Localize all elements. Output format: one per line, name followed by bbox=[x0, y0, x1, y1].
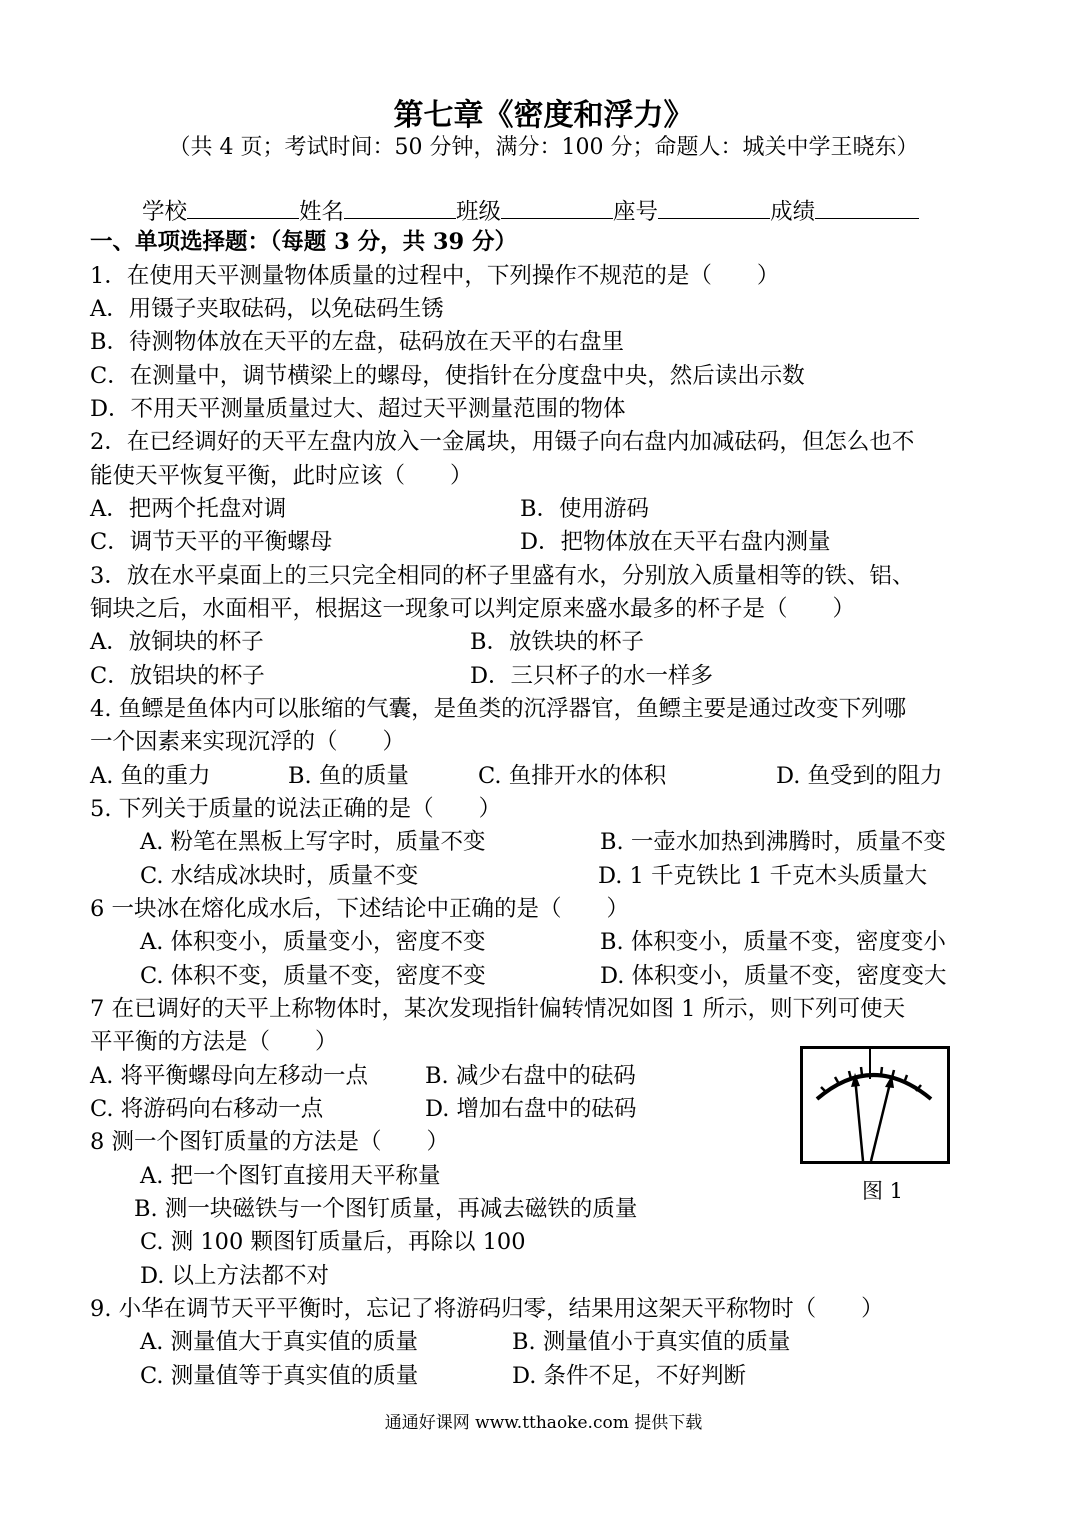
question-6-option-b: B. 体积变小，质量不变，密度变小 bbox=[600, 929, 946, 955]
question-7-option-a: A. 将平衡螺母向左移动一点 bbox=[90, 1063, 369, 1089]
scale-arc bbox=[817, 1075, 931, 1099]
question-5-option-c: C. 水结成冰块时，质量不变 bbox=[140, 863, 419, 889]
question-3-option-d: D．三只杯子的水一样多 bbox=[470, 663, 714, 689]
question-1-option-a: A．用镊子夹取砝码，以免砝码生锈 bbox=[90, 296, 444, 322]
question-7-option-d: D. 增加右盘中的砝码 bbox=[425, 1096, 637, 1122]
question-5-option-b: B. 一壶水加热到沸腾时，质量不变 bbox=[600, 829, 946, 855]
score-blank[interactable] bbox=[815, 196, 919, 219]
question-8-stem: 8 测一个图钉质量的方法是（ ） bbox=[90, 1129, 449, 1155]
student-info-row bbox=[142, 194, 919, 226]
question-6-option-d: D. 体积变小，质量不变，密度变大 bbox=[600, 963, 947, 989]
question-9-option-d: D. 条件不足，不好判断 bbox=[512, 1363, 747, 1389]
question-3-option-b: B．放铁块的杯子 bbox=[470, 629, 645, 655]
question-8-option-d: D. 以上方法都不对 bbox=[140, 1263, 330, 1289]
question-1-option-b: B．待测物体放在天平的左盘，砝码放在天平的右盘里 bbox=[90, 329, 625, 355]
question-4-option-a: A. 鱼的重力 bbox=[90, 763, 211, 789]
pointer-left bbox=[855, 1077, 863, 1161]
question-5-option-d: D. 1 千克铁比 1 千克木头质量大 bbox=[598, 863, 928, 889]
info-label-seat: 座号 bbox=[613, 199, 659, 225]
info-label-class: 班级 bbox=[456, 199, 502, 225]
question-8-option-a: A. 把一个图钉直接用天平称量 bbox=[140, 1163, 441, 1189]
page-title: 第七章《密度和浮力》 bbox=[393, 98, 694, 133]
question-3-stem-line1: 3．放在水平桌面上的三只完全相同的杯子里盛有水，分别放入质量相等的铁、铝、 bbox=[90, 563, 915, 589]
question-6-option-c: C. 体积不变，质量不变，密度不变 bbox=[140, 963, 486, 989]
question-7-stem-line2: 平平衡的方法是（ ） bbox=[90, 1029, 338, 1055]
question-3-stem-line2: 铜块之后，水面相平，根据这一现象可以判定原来盛水最多的杯子是（ ） bbox=[90, 596, 856, 622]
question-1-stem: 1．在使用天平测量物体质量的过程中，下列操作不规范的是（ ） bbox=[90, 263, 780, 289]
question-7-stem-line1: 7 在已调好的天平上称物体时，某次发现指针偏转情况如图 1 所示，则下列可使天 bbox=[90, 996, 906, 1022]
question-4-option-c: C. 鱼排开水的体积 bbox=[478, 763, 667, 789]
figure-1-balance-pointer bbox=[800, 1046, 950, 1164]
question-4-option-b: B. 鱼的质量 bbox=[288, 763, 409, 789]
page-footer: 通通好课网 www.tthaoke.com 提供下载 bbox=[384, 1413, 703, 1433]
question-2-stem-line2: 能使天平恢复平衡，此时应该（ ） bbox=[90, 463, 473, 489]
exam-info-subtitle: （共 4 页；考试时间：50 分钟，满分：100 分；命题人：城关中学王晓东） bbox=[168, 135, 919, 160]
question-8-option-b: B. 测一块磁铁与一个图钉质量，再减去磁铁的质量 bbox=[134, 1196, 638, 1222]
question-9-option-b: B. 测量值小于真实值的质量 bbox=[512, 1329, 791, 1355]
question-2-option-a: A．把两个托盘对调 bbox=[90, 496, 287, 522]
question-4-stem-line2: 一个因素来实现沉浮的（ ） bbox=[90, 729, 406, 755]
question-1-option-c: C．在测量中，调节横梁上的螺母，使指针在分度盘中央，然后读出示数 bbox=[90, 363, 805, 389]
info-label-name: 姓名 bbox=[299, 199, 345, 225]
question-4-stem-line1: 4. 鱼鳔是鱼体内可以胀缩的气囊，是鱼类的沉浮器官，鱼鳔主要是通过改变下列哪 bbox=[90, 696, 907, 722]
section-heading: 一、单项选择题：（每题 3 分，共 39 分） bbox=[90, 229, 518, 255]
name-blank[interactable] bbox=[344, 196, 456, 219]
question-2-stem-line1: 2．在已经调好的天平左盘内放入一金属块，用镊子向右盘内加减砝码，但怎么也不 bbox=[90, 429, 915, 455]
question-3-option-c: C．放铝块的杯子 bbox=[90, 663, 265, 689]
info-label-score: 成绩 bbox=[770, 199, 816, 225]
class-blank[interactable] bbox=[501, 196, 613, 219]
question-9-option-c: C. 测量值等于真实值的质量 bbox=[140, 1363, 419, 1389]
question-2-option-b: B．使用游码 bbox=[520, 496, 650, 522]
question-7-option-b: B. 减少右盘中的砝码 bbox=[425, 1063, 636, 1089]
question-2-option-c: C．调节天平的平衡螺母 bbox=[90, 529, 333, 555]
school-blank[interactable] bbox=[187, 196, 299, 219]
question-3-option-a: A．放铜块的杯子 bbox=[90, 629, 264, 655]
pointer-right bbox=[871, 1079, 891, 1161]
question-1-option-d: D．不用天平测量质量过大、超过天平测量范围的物体 bbox=[90, 396, 626, 422]
question-9-option-a: A. 测量值大于真实值的质量 bbox=[140, 1329, 419, 1355]
question-4-option-d: D. 鱼受到的阻力 bbox=[776, 763, 943, 789]
question-2-option-d: D．把物体放在天平右盘内测量 bbox=[520, 529, 831, 555]
balance-scale-diagram bbox=[803, 1049, 947, 1161]
question-6-stem: 6 一块冰在熔化成水后，下述结论中正确的是（ ） bbox=[90, 896, 629, 922]
question-9-stem: 9. 小华在调节天平平衡时，忘记了将游码归零，结果用这架天平称物时（ ） bbox=[90, 1296, 884, 1322]
question-7-option-c: C. 将游码向右移动一点 bbox=[90, 1096, 324, 1122]
figure-1-caption: 图 1 bbox=[862, 1179, 904, 1203]
seat-blank[interactable] bbox=[658, 196, 770, 219]
info-label-school: 学校 bbox=[142, 199, 188, 225]
question-6-option-a: A. 体积变小，质量变小，密度不变 bbox=[140, 929, 486, 955]
question-5-stem: 5. 下列关于质量的说法正确的是（ ） bbox=[90, 796, 502, 822]
question-5-option-a: A. 粉笔在黑板上写字时，质量不变 bbox=[140, 829, 486, 855]
question-8-option-c: C. 测 100 颗图钉质量后，再除以 100 bbox=[140, 1229, 526, 1255]
